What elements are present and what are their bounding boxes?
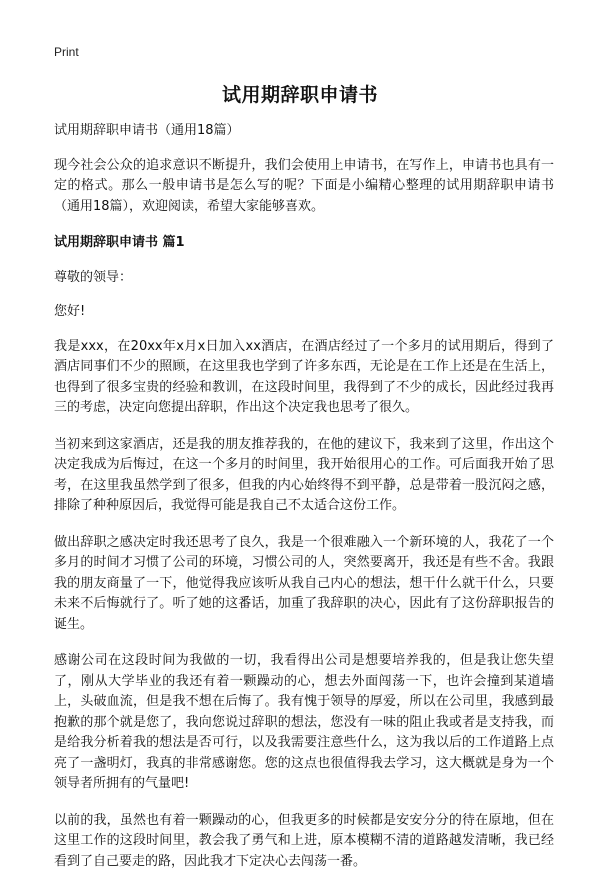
- body-paragraph-5: 以前的我，虽然也有着一颗躁动的心，但我更多的时候都是安安分分的待在原地，但在这里工作的这段时间里，教会我了勇气和上进，原本模糊不清的道路越发清晰，我已经看到了自己要走的路，因此我才下定决心去闯荡一番。: [54, 812, 554, 869]
- body-paragraph-4: 感谢公司在这段时间为我做的一切，我看得出公司是想要培养我的，但是我让您失望了，刚从大学毕业的我还有着一颗躁动的心，想去外面闯荡一下，也许会撞到某道墙上，头破血流，但是我不想在后悔了。我有愧于领导的厚爱，所以在公司里，我感到最抱歉的那个就是您了，我向您说过辞职的想法，您没有一味的阻止我或者是支持我，而是给我分析着我的想法是否可行，以及我需要注意些什么，这为我以后的工作道路上点亮了一盏明灯，我真的非常感谢您。您的这点也很值得我去学习，这大概就是身为一个领导者所拥有的气量吧!: [54, 653, 554, 791]
- print-link[interactable]: Print: [54, 45, 79, 59]
- section-heading: 试用期辞职申请书 篇1: [54, 235, 185, 250]
- body-paragraph-2: 当初来到这家酒店，还是我的朋友推荐我的，在他的建议下，我来到了这里，作出这个决定我成为后悔过，在这一个多月的时间里，我开始很用心的工作。可后面我开始了思考，在这里我虽然学到了很多，但我的内心始终得不到平静，总是带着一股沉闷之感，排除了种种原因后，我觉得可能是我自己不太适合这份工作。: [54, 436, 554, 513]
- greeting: 您好!: [54, 304, 86, 319]
- body-paragraph-1: 我是xxx，在20xx年x月x日加入xx酒店，在酒店经过了一个多月的试用期后，得到了酒店同事们不少的照顾，在这里我也学到了许多东西，无论是在工作上还是在生活上，也得到了很多宝贵的经验和教训，在这段时间里，我得到了不少的成长，因此经过我再三的考虑，决定向您提出辞职，作出这个决定我也思考了很久。: [54, 338, 554, 415]
- document-body: [54, 121, 554, 888]
- document-subtitle: 试用期辞职申请书（通用18篇）: [54, 123, 240, 138]
- body-paragraph-3: 做出辞职之感决定时我还思考了良久，我是一个很难融入一个新环境的人，我花了一个多月的时间才习惯了公司的环境，习惯公司的人，突然要离开，我还是有些不舍。我跟我的朋友商量了一下，他觉得我应该听从我自己内心的想法，想干什么就干什么，只要未来不后悔就行了。听了她的这番话，加重了我辞职的决心，因此有了这份辞职报告的诞生。: [54, 534, 554, 632]
- intro-paragraph: 现今社会公众的追求意识不断提升，我们会使用上申请书，在写作上，申请书也具有一定的格式。那么一般申请书是怎么写的呢？下面是小编精心整理的试用期辞职申请书（通用18篇），欢迎阅读，希望大家能够喜欢。: [54, 157, 554, 214]
- document-title: 试用期辞职申请书: [221, 84, 378, 106]
- salutation: 尊敬的领导：: [54, 269, 133, 285]
